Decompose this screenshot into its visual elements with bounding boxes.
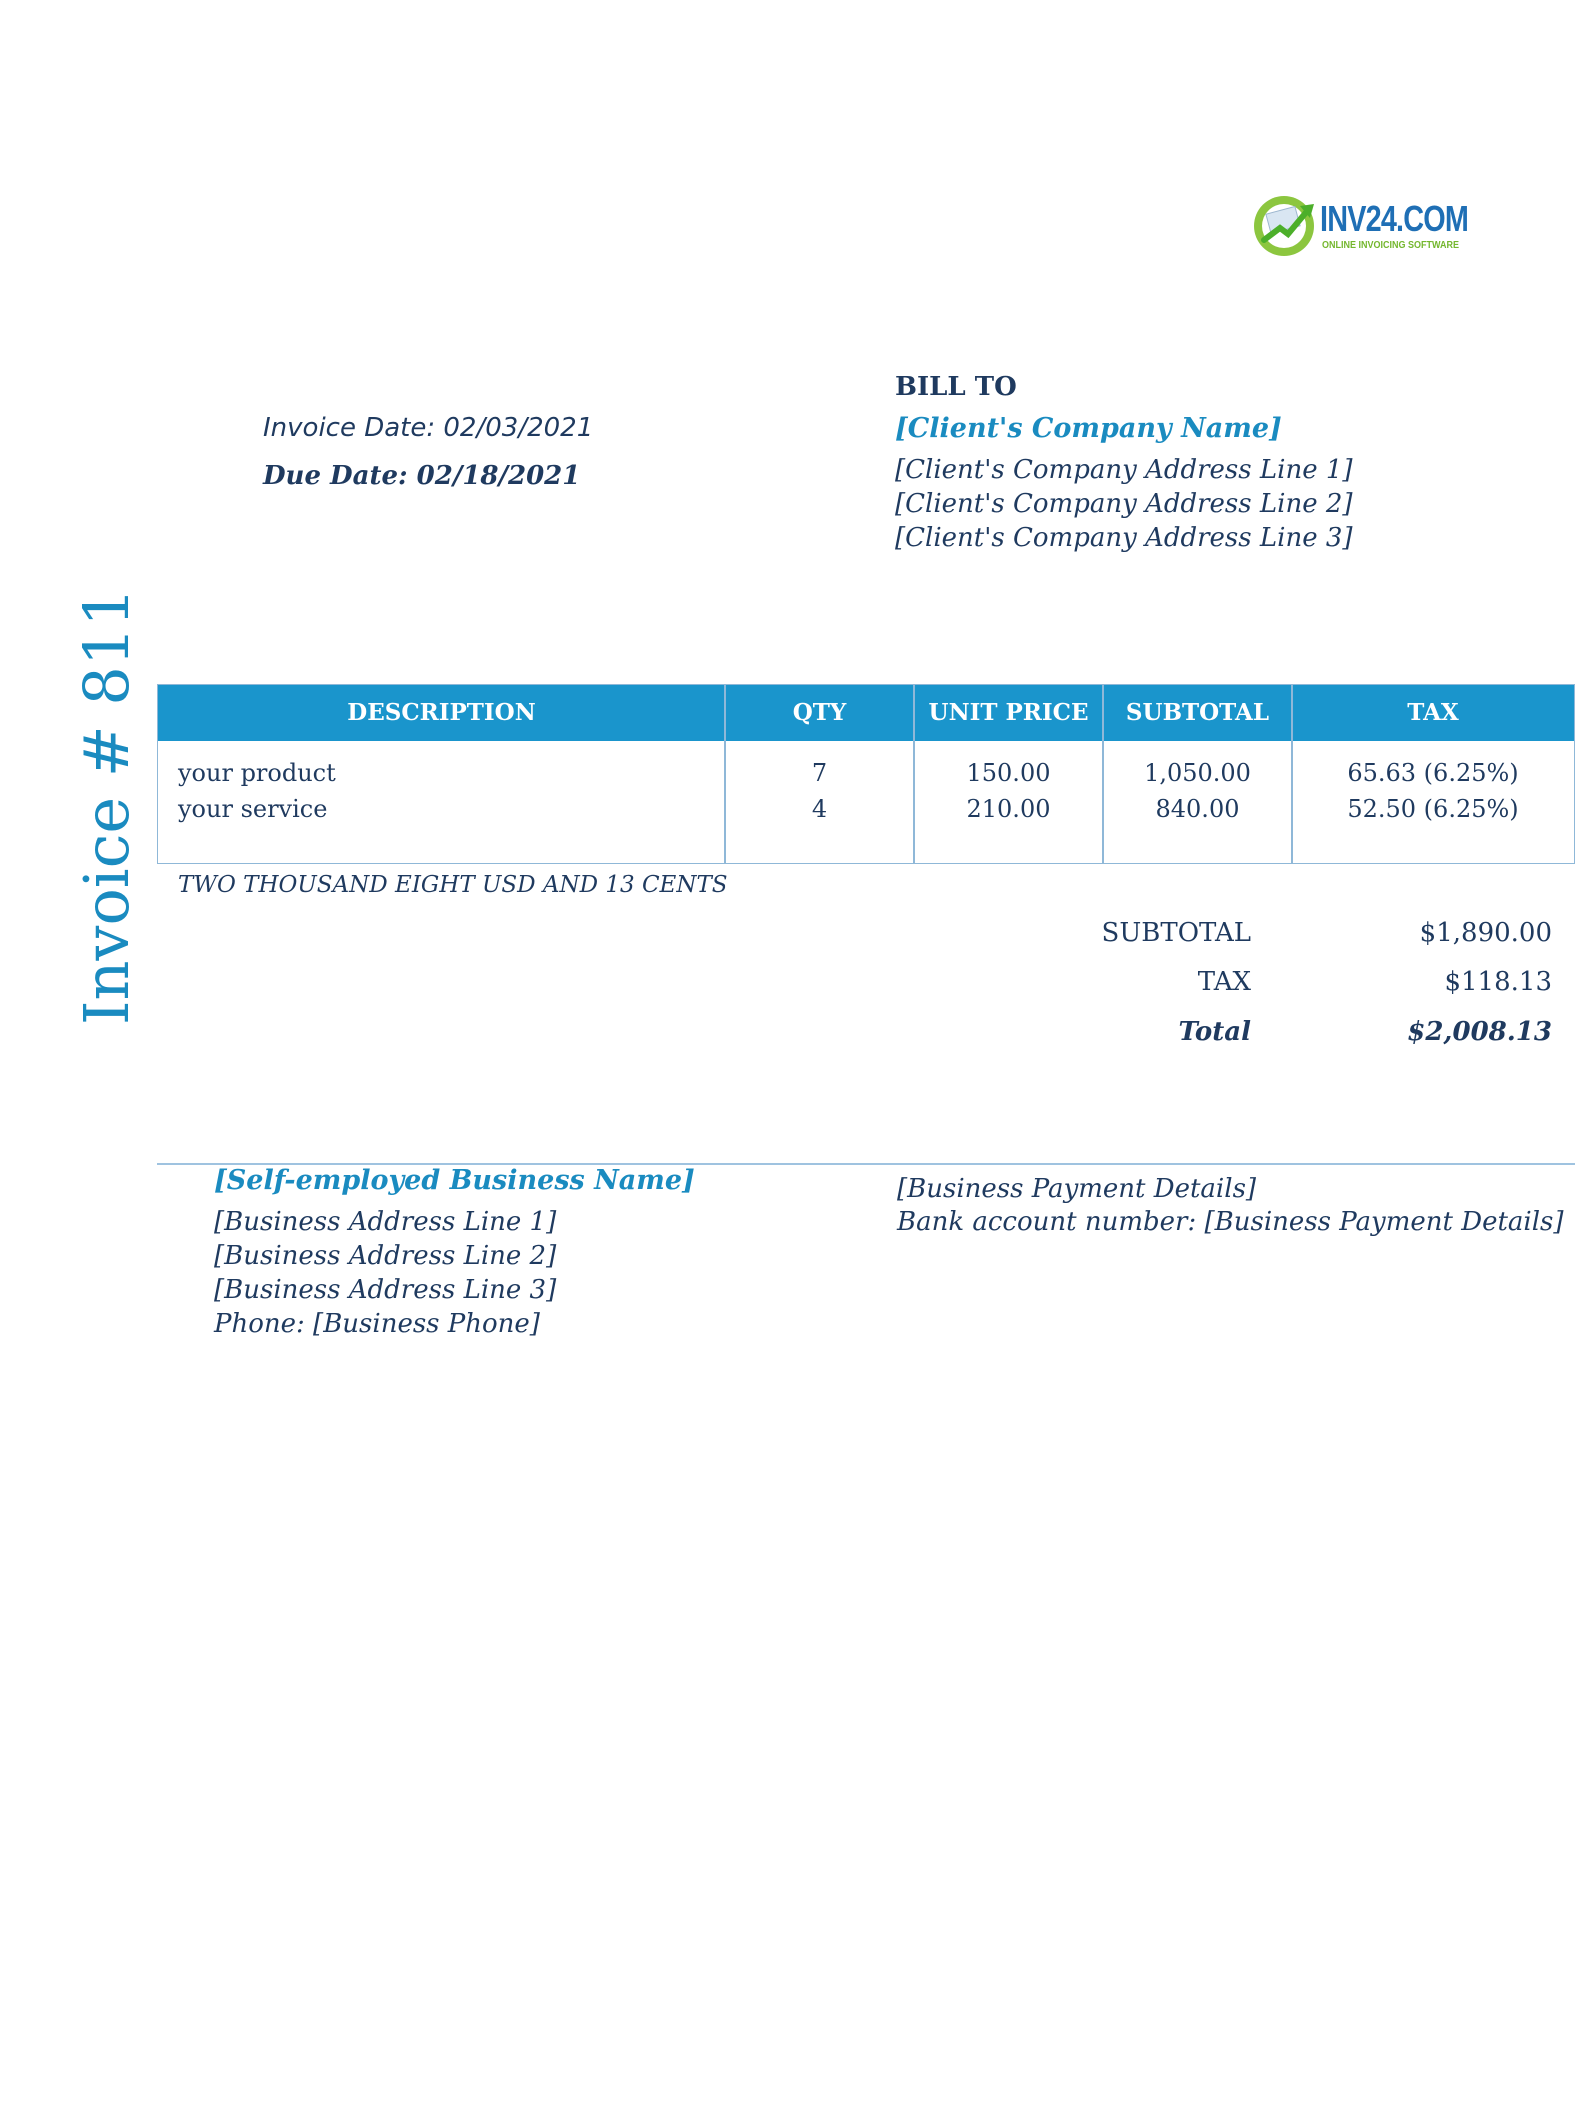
row1-tax: 65.63 (6.25%) [1347,759,1519,787]
header-description: DESCRIPTION [347,699,536,726]
business-phone: Phone: [Business Phone] [214,1309,540,1339]
header-unit-price: UNIT PRICE [928,699,1089,726]
row2-description: your service [178,795,328,823]
business-address-line: [Business Address Line 2] [214,1241,557,1271]
row2-qty: 4 [811,795,828,823]
items-table [157,684,1575,864]
tax-value: $118.13 [1444,967,1552,997]
business-name: [Self-employed Business Name] [214,1165,695,1196]
row1-qty: 7 [811,759,828,787]
row2-tax: 52.50 (6.25%) [1347,795,1519,823]
row2-subtotal: 840.00 [1155,795,1240,823]
bill-to-heading: BILL TO [895,372,1017,402]
total-label: Total [1178,1017,1251,1047]
payment-details: [Business Payment Details] [897,1174,1257,1204]
business-address-line: [Business Address Line 3] [214,1275,557,1305]
table-header-row [158,685,1574,741]
row2-unit-price: 210.00 [966,795,1051,823]
row1-unit-price: 150.00 [966,759,1051,787]
client-address-line: [Client's Company Address Line 1] [895,455,1353,485]
amount-in-words: TWO THOUSAND EIGHT USD AND 13 CENTS [178,872,728,898]
row1-subtotal: 1,050.00 [1144,759,1251,787]
invoice-date: Invoice Date: 02/03/2021 [263,413,594,443]
logo-brand-text: INV24.COM [1320,198,1469,239]
due-date: Due Date: 02/18/2021 [263,461,581,491]
tax-label: TAX [1197,967,1251,997]
client-address-line: [Client's Company Address Line 3] [895,523,1353,553]
header-qty: QTY [792,699,847,726]
subtotal-value: $1,890.00 [1419,918,1552,948]
invoice-number: Invoice # 811 [70,587,143,1025]
client-address-line: [Client's Company Address Line 2] [895,489,1353,519]
client-company-name: [Client's Company Name] [895,413,1282,444]
header-tax: TAX [1407,699,1459,726]
bank-account-number: Bank account number: [Business Payment Details] [897,1207,1564,1237]
total-value: $2,008.13 [1407,1017,1552,1047]
header-subtotal: SUBTOTAL [1125,699,1270,726]
logo-tagline: ONLINE INVOICING SOFTWARE [1322,240,1460,251]
subtotal-label: SUBTOTAL [1101,918,1251,948]
logo-emblem-icon [1250,188,1320,260]
business-address-line: [Business Address Line 1] [214,1207,557,1237]
row1-description: your product [178,759,336,787]
